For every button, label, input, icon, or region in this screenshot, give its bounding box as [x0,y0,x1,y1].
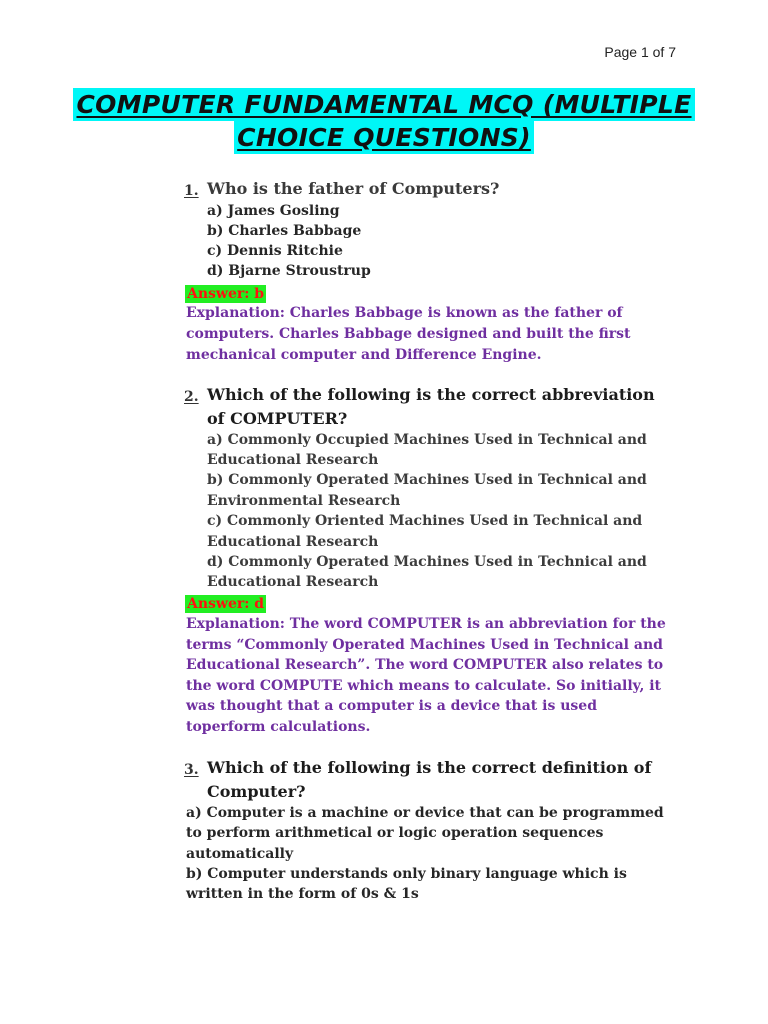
explanation-line: toperform calculations. [186,719,371,735]
page-number: Page 1 of 7 [604,44,676,60]
option-c: c) Dennis Ritchie [207,243,343,259]
question-number: 3. [184,762,199,778]
explanation-line: Explanation: The word COMPUTER is an abbreviation for the [186,616,666,632]
answer-badge: Answer: d [187,596,265,612]
title-line-2: CHOICE QUESTIONS) [234,121,534,154]
explanation-line: the word COMPUTE which means to calculate. So initially, it [186,678,662,694]
option-a-cont: to perform arithmetical or logic operation sequences [186,825,604,841]
option-b-cont: written in the form of 0s & 1s [186,886,419,902]
explanation-line: was thought that a computer is a device that is used [186,698,597,714]
option-d-cont: Educational Research [207,574,379,590]
question-text: of COMPUTER? [207,409,348,428]
question-number: 1. [184,183,199,199]
question-text: Which of the following is the correct abbreviation [207,385,655,404]
option-b-cont: Environmental Research [207,493,401,509]
explanation-line: terms “Commonly Operated Machines Used in Technical and [186,637,663,653]
question-number: 2. [184,389,199,405]
explanation-line: computers. Charles Babbage designed and built the first [186,326,631,342]
document-title [0,88,768,154]
question-text: Who is the father of Computers? [207,179,500,198]
option-c-cont: Educational Research [207,534,379,550]
option-b: b) Computer understands only binary language which is [186,866,627,882]
question-text: Computer? [207,782,306,801]
question-text: Which of the following is the correct definition of [207,758,652,777]
explanation-line: Educational Research”. The word COMPUTER also relates to [186,657,664,673]
option-b: b) Charles Babbage [207,223,362,239]
explanation-line: mechanical computer and Difference Engine. [186,347,542,363]
option-a-cont: Educational Research [207,452,379,468]
option-a: a) Computer is a machine or device that can be programmed [186,805,664,821]
option-d: d) Bjarne Stroustrup [207,263,371,279]
answer-badge: Answer: b [187,286,265,302]
option-d: d) Commonly Operated Machines Used in Technical and [207,554,647,570]
option-b: b) Commonly Operated Machines Used in Technical and [207,472,647,488]
title-line-1: COMPUTER FUNDAMENTAL MCQ (MULTIPLE [73,88,694,121]
option-a: a) James Gosling [207,203,340,219]
option-a: a) Commonly Occupied Machines Used in Technical and [207,432,647,448]
option-c: c) Commonly Oriented Machines Used in Technical and [207,513,643,529]
option-a-cont: automatically [186,846,294,862]
explanation-line: Explanation: Charles Babbage is known as the father of [186,305,623,321]
